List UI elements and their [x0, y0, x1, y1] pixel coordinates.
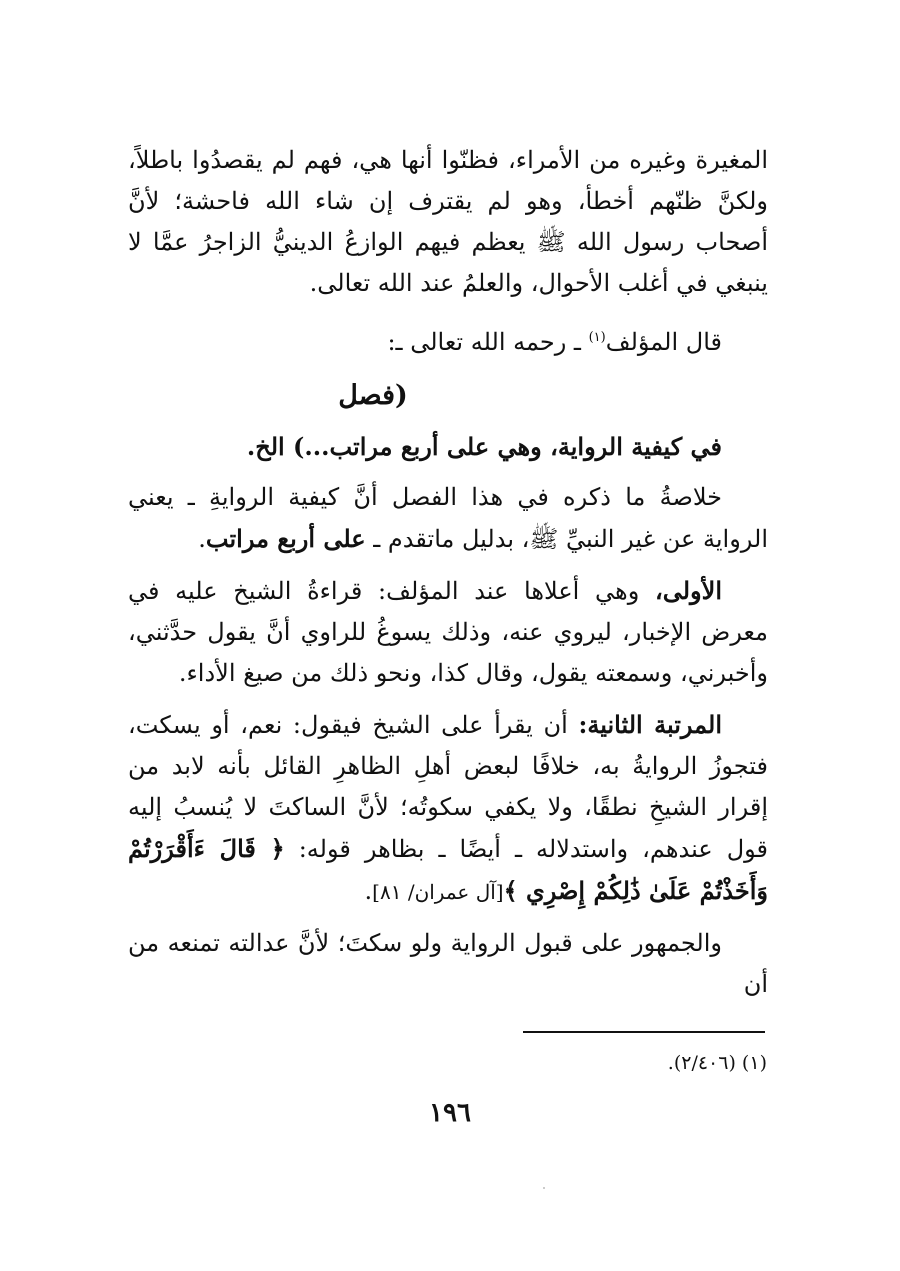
paragraph-second-rank [128, 704, 768, 913]
paragraph-1: المغيرة وغيره من الأمراء، فظنّوا أنها هي، فهم لم يقصدُوا باطلاً، ولكنَّ ظنّهم أخطأ، وهو لم يقترف إن شاء الله فاحشة؛ لأنَّ أصحاب رسول الله ﷺ يعظم فيهم الوازعُ الدينيُّ الزاجرُ عمَّا لا ينبغي في أغلب الأحوال، والعلمُ عند الله تعالى. [128, 146, 768, 297]
second-rank-label: المرتبة الثانية: [578, 710, 722, 739]
first-rank-label: الأولى، [654, 576, 722, 605]
footnote: (١) (٢/٤٠٦). [667, 1052, 767, 1074]
quran-verse: ﴿ قَالَ ءَأَقْرَرْتُمْ وَأَخَذْتُمْ عَلَىٰ ذَٰلِكُمْ إِصْرِي ﴾ [128, 834, 768, 905]
author-said-text: قال المؤلف [605, 328, 722, 356]
footnote-reference: (١) [588, 330, 606, 345]
second-rank-end: . [364, 877, 373, 905]
paragraph-author-said [128, 322, 768, 363]
summary-emphasis: على أربع مراتب [205, 524, 366, 553]
summary-end: . [198, 525, 206, 553]
scan-speck [543, 1187, 545, 1189]
first-rank-text: وهي أعلاها عند المؤلف: قراءةُ الشيخ عليه في معرض الإخبار، ليروي عنه، وذلك يسوغُ للراوي أنَّ يقول حدَّثني، وأخبرني، وسمعته يقول، وقال كذا، ونحو ذلك من صيغ الأداء. [128, 577, 768, 687]
footnote-divider [523, 1031, 765, 1033]
paragraph-summary [128, 477, 768, 560]
verse-citation: [آل عمران/ ٨١] [372, 880, 504, 904]
page-number: ١٩٦ [429, 1098, 471, 1128]
paragraph-majority: والجمهور على قبول الرواية ولو سكتَ؛ لأنَّ عدالته تمنعه من أن [128, 929, 768, 998]
page-body [128, 140, 768, 1005]
author-said-suffix: ـ رحمه الله تعالى ـ: [387, 328, 589, 356]
section-heading: (فصل [338, 380, 408, 411]
summary-text: خلاصةُ ما ذكره في هذا الفصل أنَّ كيفية الروايةِ ـ يعني الرواية عن غير النبيِّ ﷺ، بدليل ماتقدم ـ [128, 483, 768, 553]
section-subtitle: في كيفية الرواية، وهي على أربع مراتب...) الخ. [246, 432, 722, 461]
second-rank-text: أن يقرأ على الشيخ فيقول: نعم، أو يسكت، فتجوزُ الروايةُ به، خلافًا لبعض أهلِ الظاهرِ القائل بأنه لابد من إقرار الشيخِ نطقًا، ولا يكفي سكوتُه؛ لأنَّ الساكتَ لا يُنسبُ إليه قول عندهم، واستدلاله ـ أيضًا ـ بظاهر قوله: [128, 711, 769, 863]
paragraph-first-rank [128, 570, 768, 694]
